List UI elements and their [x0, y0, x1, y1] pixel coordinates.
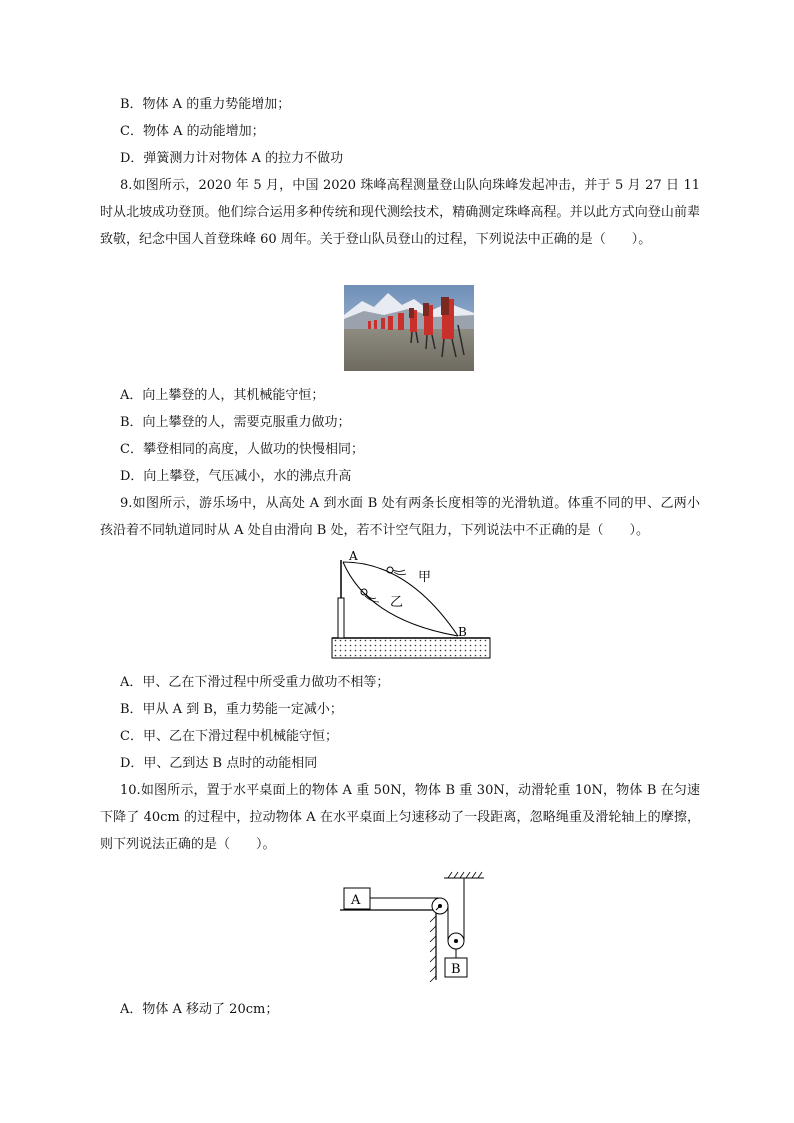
- q10-stem: 10.如图所示，置于水平桌面上的物体 A 重 50N，物体 B 重 30N，动滑轮重 10N，物体 B 在匀速下降了 40cm 的过程中，拉动物体 A 在水平桌面上匀速移动了一段距离，忽略绳重及滑轮轴上的摩擦，则下列说法正确的是（ ）。: [100, 783, 700, 852]
- q9-slide-diagram: [328, 548, 496, 664]
- q7-option-b: B．物体 A 的重力势能增加；: [120, 97, 291, 112]
- q8-stem: 8.如图所示，2020 年 5 月，中国 2020 珠峰高程测量登山队向珠峰发起冲击，并于 5 月 27 日 11 时从北坡成功登顶。他们综合运用多种传统和现代测绘技术，精确测定珠峰高程。并以此方式向登山前辈致敬，纪念中国人首登珠峰 60 周年。关于登山队员登山的过程，下列说法中正确的是（ ）。: [100, 178, 700, 247]
- q9-stem: 9.如图所示，游乐场中，从高处 A 到水面 B 处有两条长度相等的光滑轨道。体重不同的甲、乙两小孩沿着不同轨道同时从 A 处自由滑向 B 处，若不计空气阻力，下列说法中不正确的是（ ）。: [100, 496, 700, 538]
- q10-pulley-diagram: [336, 868, 496, 986]
- q9-label-a: A: [349, 549, 358, 563]
- q7-option-d: D．弹簧测力计对物体 A 的拉力不做功: [120, 151, 344, 166]
- q10-option-a: A．物体 A 移动了 20cm；: [120, 1002, 279, 1017]
- q8-climbers-photo: [344, 285, 474, 371]
- q9-label-yi: 乙: [390, 595, 404, 610]
- q9-option-b: B．甲从 A 到 B，重力势能一定减小；: [120, 702, 343, 717]
- q9-label-b: B: [458, 625, 467, 639]
- q7-option-c: C．物体 A 的动能增加；: [120, 124, 265, 139]
- q8-option-a: A．向上攀登的人，其机械能守恒；: [120, 388, 325, 403]
- q10-label-a: A: [351, 893, 361, 908]
- q8-option-c: C．攀登相同的高度，人做功的快慢相同；: [120, 442, 364, 457]
- q9-option-a: A．甲、乙在下滑过程中所受重力做功不相等；: [120, 675, 390, 690]
- q10-label-b: B: [451, 962, 461, 977]
- q9-label-jia: 甲: [418, 570, 432, 585]
- q9-option-d: D．甲、乙到达 B 点时的动能相同: [120, 756, 318, 771]
- q8-option-d: D．向上攀登，气压减小，水的沸点升高: [120, 469, 352, 484]
- q8-option-b: B．向上攀登的人，需要克服重力做功；: [120, 415, 351, 430]
- q9-option-c: C．甲、乙在下滑过程中机械能守恒；: [120, 729, 338, 744]
